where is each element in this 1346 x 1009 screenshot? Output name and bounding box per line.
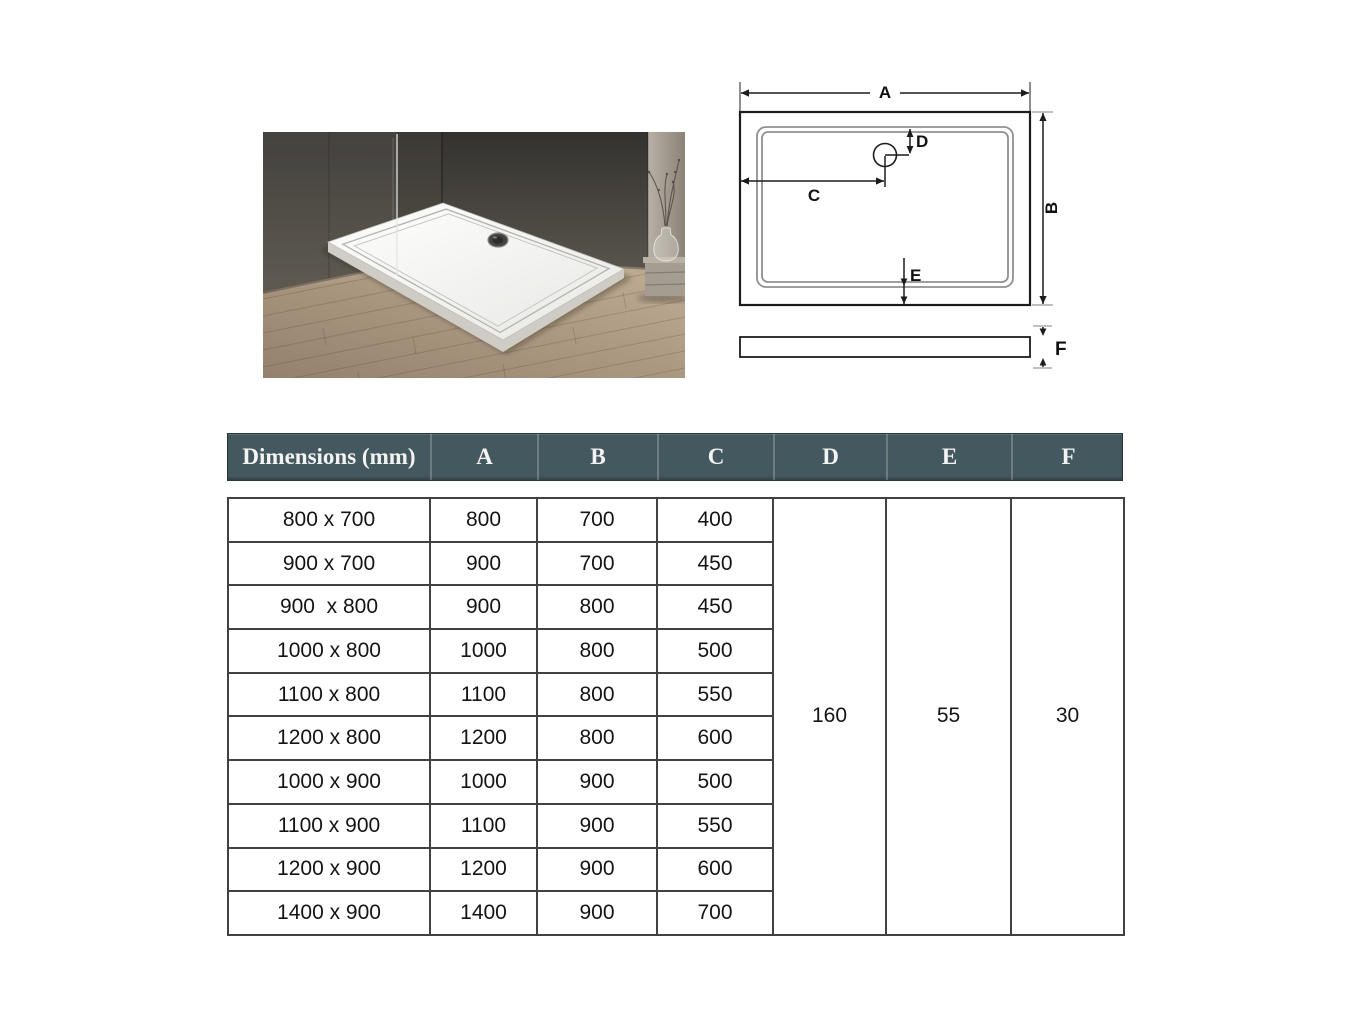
table-cell-c: 600 <box>657 716 773 760</box>
table-cell-size: 900 x 800 <box>228 585 430 629</box>
header-a: A <box>430 434 537 480</box>
table-cell-b: 900 <box>537 848 657 892</box>
table-cell-b: 800 <box>537 673 657 717</box>
table-cell-a: 900 <box>430 585 537 629</box>
table-row <box>228 498 1124 542</box>
header-e: E <box>886 434 1011 480</box>
spec-table-body <box>228 498 1124 935</box>
table-cell-c: 600 <box>657 848 773 892</box>
table-cell-b: 800 <box>537 716 657 760</box>
table-cell-a: 800 <box>430 498 537 542</box>
table-cell-c: 500 <box>657 760 773 804</box>
tray-side-view <box>740 337 1030 357</box>
table-cell-b: 900 <box>537 804 657 848</box>
table-cell-c: 500 <box>657 629 773 673</box>
table-cell-size: 800 x 700 <box>228 498 430 542</box>
table-cell-a: 1200 <box>430 716 537 760</box>
table-cell-size: 1100 x 800 <box>228 673 430 717</box>
table-cell-c: 700 <box>657 891 773 935</box>
table-cell-a: 1100 <box>430 804 537 848</box>
spec-table <box>227 497 1125 936</box>
table-cell-a: 1000 <box>430 760 537 804</box>
table-cell-size: 1000 x 900 <box>228 760 430 804</box>
table-cell-a: 1100 <box>430 673 537 717</box>
header-f: F <box>1011 434 1124 480</box>
table-cell-a: 1000 <box>430 629 537 673</box>
table-cell-c: 550 <box>657 804 773 848</box>
table-cell-size: 900 x 700 <box>228 542 430 586</box>
label-A: A <box>878 83 892 102</box>
table-cell-c: 550 <box>657 673 773 717</box>
tray-outline <box>740 112 1030 305</box>
table-cell-b: 700 <box>537 542 657 586</box>
table-cell-b: 700 <box>537 498 657 542</box>
table-cell-size: 1400 x 900 <box>228 891 430 935</box>
table-cell-size: 1100 x 900 <box>228 804 430 848</box>
table-cell-b: 800 <box>537 585 657 629</box>
table-cell-b: 900 <box>537 891 657 935</box>
table-cell-c: 450 <box>657 585 773 629</box>
header-b: B <box>537 434 657 480</box>
label-B: B <box>1042 201 1061 215</box>
header-d: D <box>773 434 886 480</box>
spec-table-header <box>227 433 1123 481</box>
header-c: C <box>657 434 773 480</box>
table-cell-size: 1000 x 800 <box>228 629 430 673</box>
table-cell-c: 400 <box>657 498 773 542</box>
label-C: C <box>807 186 821 205</box>
label-F: F <box>1055 339 1067 360</box>
table-cell-a: 1200 <box>430 848 537 892</box>
table-cell-size: 1200 x 900 <box>228 848 430 892</box>
stone-pedestal <box>645 260 685 296</box>
table-cell-size: 1200 x 800 <box>228 716 430 760</box>
product-photo <box>263 132 685 378</box>
label-E: E <box>910 266 922 285</box>
label-D: D <box>916 132 929 151</box>
table-cell-b: 900 <box>537 760 657 804</box>
table-cell-merged-f: 30 <box>1011 498 1124 935</box>
glass-screen <box>263 132 397 292</box>
header-dimensions: Dimensions (mm) <box>242 444 416 469</box>
dimension-diagram <box>700 55 1100 395</box>
table-cell-a: 1400 <box>430 891 537 935</box>
table-cell-merged-d: 160 <box>773 498 886 935</box>
table-cell-b: 800 <box>537 629 657 673</box>
table-cell-a: 900 <box>430 542 537 586</box>
table-cell-c: 450 <box>657 542 773 586</box>
table-cell-merged-e: 55 <box>886 498 1011 935</box>
